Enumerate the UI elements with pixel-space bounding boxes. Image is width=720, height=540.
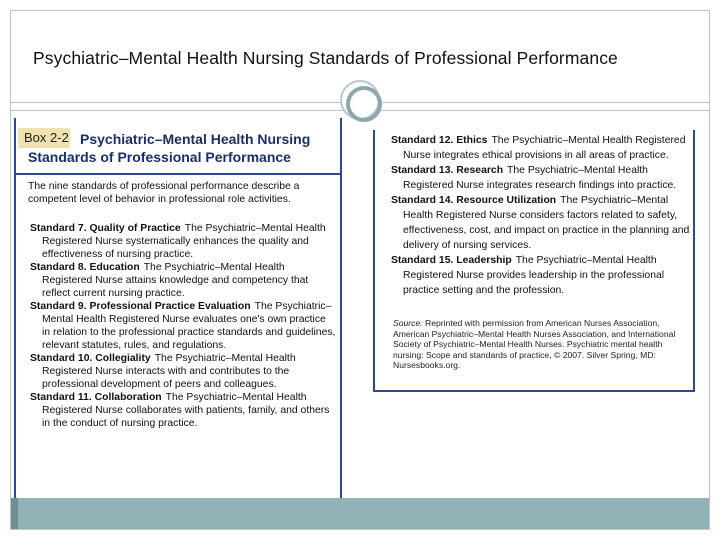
standard-item <box>391 163 691 193</box>
standards-list-right <box>391 133 691 298</box>
standard-text: The Psychiatric–Mental Health Registered Nurse provides leadership in the professional practice setting and the profession. <box>403 255 665 296</box>
source-label: Source: <box>393 318 423 328</box>
standard-name: Standard 10. Collegiality <box>30 353 151 364</box>
standard-text: The Psychiatric–Mental Health Registered Nurse considers factors related to safety, effectiveness, cost, and impact on practice in the planning and delivery of nursing services. <box>403 195 690 251</box>
source-text: Reprinted with permission from American Nurses Association, American Psychiatric–Mental Health Nurses Association, and International Society of Psychiatric–Mental Health Nurses. Psychiatric mental health nursing: Scope and standards of practice, © 2007. Silver Spring, MD: Nursesbooks.org. <box>393 318 676 370</box>
box-panel-right <box>373 130 695 392</box>
slide-title: Psychiatric–Mental Health Nursing Standards of Professional Performance <box>33 48 618 68</box>
standard-name: Standard 9. Professional Practice Evaluation <box>30 301 251 312</box>
box-title-rule <box>16 173 340 175</box>
standard-item <box>391 253 691 298</box>
bottom-band-accent <box>11 498 18 529</box>
standard-item <box>30 391 336 430</box>
standard-text: The Psychiatric–Mental Health Registered Nurse integrates ethical provisions in all areas of practice. <box>403 135 686 161</box>
standard-item <box>30 261 336 300</box>
standard-name: Standard 13. Research <box>391 165 504 176</box>
standard-text: The Psychiatric–Mental Health Registered Nurse attains knowledge and competency that reflect current nursing practice. <box>42 262 309 299</box>
standard-text: The Psychiatric–Mental Health Registered Nurse interacts with and contributes to the professional development of peers and colleagues. <box>42 353 296 390</box>
standard-name: Standard 7. Quality of Practice <box>30 223 181 234</box>
standard-name: Standard 12. Ethics <box>391 135 488 146</box>
box-intro: The nine standards of professional performance describe a competent level of behavior in professional role activities. <box>28 181 300 205</box>
source-citation <box>393 318 689 371</box>
standard-text: The Psychiatric–Mental Health Registered Nurse collaborates with patients, family, and others in the conduct of nursing practice. <box>42 392 330 429</box>
standard-text: The Psychiatric–Mental Health Registered Nurse systematically enhances the quality and effectiveness of nursing practice. <box>42 223 326 260</box>
standard-name: Standard 11. Collaboration <box>30 392 162 403</box>
box-header <box>16 118 340 172</box>
standard-text: The Psychiatric–Mental Health Registered Nurse integrates research findings into practice. <box>403 165 677 191</box>
standard-name: Standard 15. Leadership <box>391 255 512 266</box>
standard-item <box>30 352 336 391</box>
box-title-line-2: Standards of Professional Performance <box>28 149 291 165</box>
box-tag: Box 2-2 <box>24 130 69 145</box>
divider-circle-ornament <box>340 80 380 120</box>
standard-name: Standard 8. Education <box>30 262 140 273</box>
standard-item <box>30 222 336 261</box>
box-panel-left <box>14 118 342 498</box>
standards-list-left <box>30 222 336 430</box>
bottom-accent-band <box>11 498 709 529</box>
standard-name: Standard 14. Resource Utilization <box>391 195 557 206</box>
box-title-line-1: Psychiatric–Mental Health Nursing <box>80 131 311 147</box>
standard-item <box>391 193 691 253</box>
standard-text: The Psychiatric–Mental Health Registered Nurse evaluates one's own practice in relation to the professional practice standards and guidelines, relevant statutes, rules, and regulations. <box>42 301 336 351</box>
standard-item <box>391 133 691 163</box>
standard-item <box>30 300 336 352</box>
